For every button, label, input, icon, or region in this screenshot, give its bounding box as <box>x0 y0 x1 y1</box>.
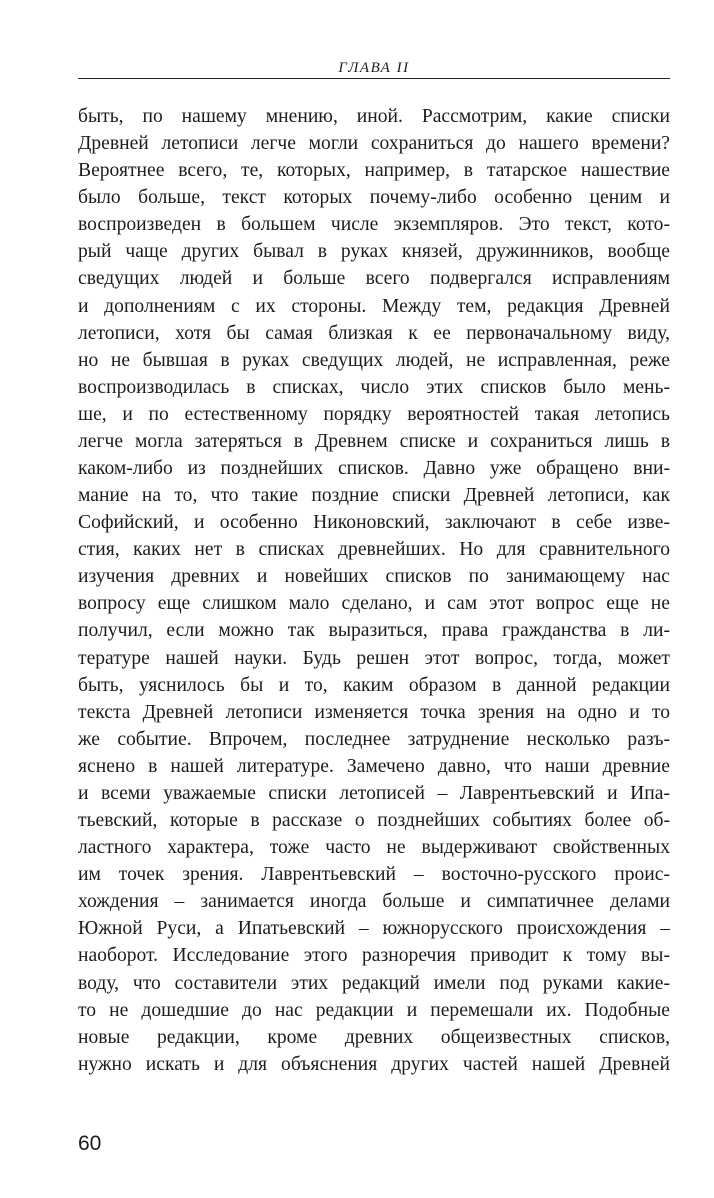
text-line: Вероятнее всего, те, которых, например, в татарское нашествие <box>78 160 670 182</box>
text-line: быть, по нашему мнению, иной. Рассмотрим, какие списки <box>78 106 670 127</box>
running-header <box>78 58 670 80</box>
text-line: изучения древних и новейших списков по занимающему нас <box>78 566 670 588</box>
text-line: было больше, текст которых почему-либо особенно ценим и <box>78 187 670 209</box>
text-line: воспроизводилась в списках, число этих списков было мень- <box>78 376 670 398</box>
text-line: но не бывшая в руках сведущих людей, не исправленная, реже <box>78 349 670 371</box>
text-line: новые редакции, кроме древних общеизвестных списков, <box>78 1026 670 1048</box>
text-line: сведущих людей и больше всего подвергался исправлениям <box>78 268 670 290</box>
text-line: Древней летописи легче могли сохраниться до нашего времени? <box>78 133 670 155</box>
text-line: ластного характера, тоже часто не выдерживают свойственных <box>78 837 670 859</box>
text-line: легче могла затеряться в Древнем списке и сохраниться лишь в <box>78 430 670 452</box>
text-line: тьевский, которые в рассказе о позднейших событиях более об- <box>78 810 670 832</box>
text-line: тературе нашей науки. Будь решен этот вопрос, тогда, может <box>78 647 670 669</box>
text-line: вопросу еще слишком мало сделано, и сам этот вопрос еще не <box>78 593 670 615</box>
text-line: воду, что составители этих редакций имели под руками какие- <box>78 972 670 994</box>
text-line: Софийский, и особенно Никоновский, заключают в себе изве- <box>78 512 670 534</box>
chapter-title: ГЛАВА II <box>338 60 410 76</box>
text-line: хождения – занимается иногда больше и симпатичнее делами <box>78 891 670 913</box>
text-line: ше, и по естественному порядку вероятностей такая летопись <box>78 403 670 425</box>
text-line: яснено в нашей литературе. Замечено давно, что наши древние <box>78 755 670 777</box>
text-line: то не дошедшие до нас редакции и перемешали их. Подобные <box>78 999 670 1021</box>
text-line: воспроизведен в большем числе экземпляров. Это текст, кото- <box>78 214 670 236</box>
text-line: рый чаще других бывал в руках князей, дружинников, вообще <box>78 241 670 263</box>
text-line: получил, если можно так выразиться, права гражданства в ли- <box>78 620 670 642</box>
text-line: текста Древней летописи изменяется точка зрения на одно и то <box>78 701 670 723</box>
text-line: нужно искать и для объяснения других частей нашей Древней <box>78 1053 670 1075</box>
page-number: 60 <box>78 1132 102 1155</box>
header-rule <box>78 78 670 79</box>
text-line: летописи, хотя бы самая близкая к ее первоначальному виду, <box>78 322 670 344</box>
text-line: Южной Руси, а Ипатьевский – южнорусского происхождения – <box>78 918 670 940</box>
text-line: наоборот. Исследование этого разноречия приводит к тому вы- <box>78 945 670 967</box>
body-text <box>78 103 670 1078</box>
text-line: же событие. Впрочем, последнее затруднение несколько разъ- <box>78 728 670 750</box>
text-line: и всеми уважаемые списки летописей – Лаврентьевский и Ипа- <box>78 782 670 804</box>
text-line: стия, каких нет в списках древнейших. Но для сравнительного <box>78 539 670 561</box>
text-line: им точек зрения. Лаврентьевский – восточно-русского проис- <box>78 864 670 886</box>
text-line: каком-либо из позднейших списков. Давно уже обращено вни- <box>78 458 670 480</box>
text-line: быть, уяснилось бы и то, каким образом в данной редакции <box>78 674 670 696</box>
text-line: и дополнениям с их стороны. Между тем, редакция Древней <box>78 295 670 317</box>
text-line: мание на то, что такие поздние списки Древней летописи, как <box>78 485 670 507</box>
